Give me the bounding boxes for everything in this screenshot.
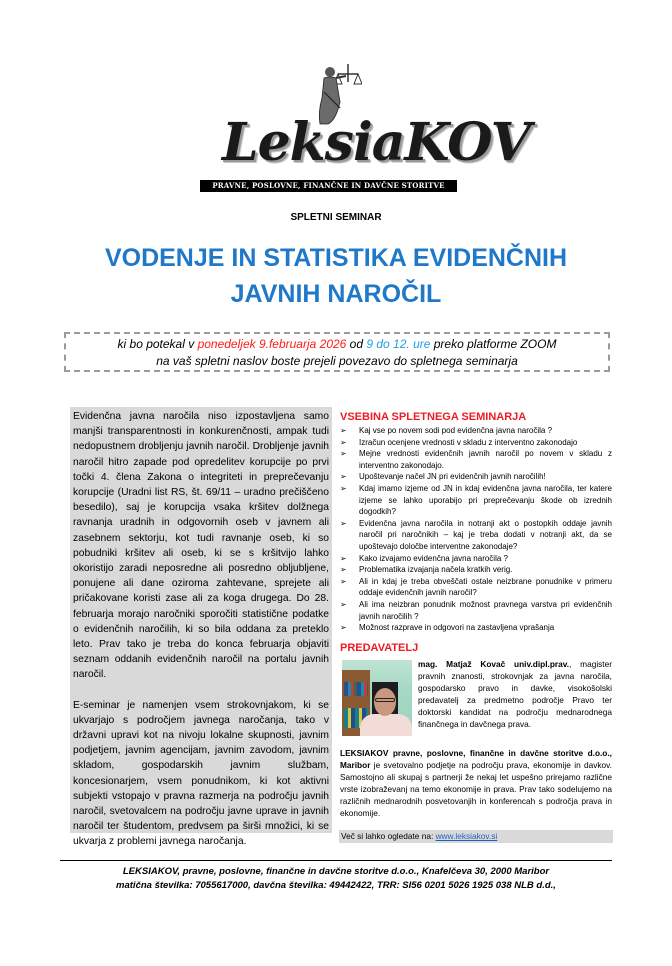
company-text: je svetovalno podjetje na področju prava, ekonomije in davkov. Samostojno ali skupaj s partnerji že nekaj let uspešno prirejamo različne vrste izobraževanj na temo ekonomije in prava. Prav tako sodelujemo na različnih mednarodnih posvetovanjih in konferencah s področja prava in ekonomije. (340, 760, 612, 818)
intro-paragraph-1: Evidenčna javna naročila niso izpostavljena samo manjši transparentnosti in konkurenčnosti, ampak tudi nedopustnem drobljenju javnih naročil. Drobljenje javnih naročil hitro zapade pod opredelitev korupcije po prvi točki 4. člena Zakona o integriteti in preprečevanju korupcije (Uradni list RS, št. 69/11 – uradno prečiščeno besedilo), saj je korupcija vsaka kršitev dolžnega ravnanja uradnih in odgovornih oseb v javnem ali zasebnem sektorju, kot tudi ravnanje oseb, ki so pobudniki kršitev ali oseb, ki se s kršitvijo lahko okoristijo zaradi neposredne ali posredno obljubljene, ponujene ali dane oziroma zahtevane, sprejete ali pričakovane koristi zase ali za koga drugega. Do 28. februarja morajo naročniki sporočiti statistične podatke o evidenčnih naročilih, ki so bila oddana za preteklo leto. Prav tako je treba do konca februarja objaviti seznam oddanih evidenčnih naročil na portalu javnih naročil. (73, 411, 329, 681)
arrow-bullet-icon: ➢ (340, 553, 347, 563)
company-logo (200, 62, 530, 192)
list-item (340, 437, 612, 449)
footer (60, 865, 612, 893)
contents-section (340, 410, 612, 634)
contents-list (340, 425, 612, 634)
photo-books (344, 682, 368, 696)
arrow-bullet-icon: ➢ (340, 472, 347, 482)
schedule-line-2: na vaš spletni naslov boste prejeli povezavo do spletnega seminarja (156, 354, 518, 368)
title-line-2: JAVNIH NAROČIL (230, 280, 442, 308)
schedule-mid: od (346, 337, 367, 351)
schedule-time: 9 do 12. ure (366, 337, 431, 351)
arrow-bullet-icon: ➢ (340, 437, 347, 447)
schedule-box (64, 332, 610, 372)
lecturer-description: , magister pravnih znanosti, strokovnjak za javna naročila, gospodarsko pravo in davke, visokošolski predavatelj za predmetno področje Pravo ter doktorski kandidat na področju mednarodnega finančnega in davčnega prava. (418, 659, 612, 729)
list-item (340, 425, 612, 437)
list-item (340, 576, 612, 599)
page-title (60, 240, 612, 312)
seminar-kicker: SPLETNI SEMINAR (290, 212, 382, 223)
intro-box (70, 407, 332, 848)
arrow-bullet-icon: ➢ (340, 426, 347, 435)
company-description (340, 747, 612, 819)
list-item-text: Možnost razprave in odgovori na zastavljena vprašanja (359, 623, 555, 633)
footer-divider (60, 860, 612, 861)
company-name: LEKSIAKOV pravne, poslovne, finančne in davčne storitve d.o.o., Maribor (340, 748, 612, 770)
intro-paragraph-2: E-seminar je namenjen vsem strokovnjakom, ki se ukvarjajo s področjem javnega naročanja, tako v državni upravi kot na nivoju lokalne skupnosti, javnim podjetjem, javnim agencijam, javnim zavodom, javnim skladom, gospodarskih javnim službam, koncesionarjem, vsem ponudnikom, ki kot aktivni subjekti vstopajo v pravna razmerja na področju javnih naročil, svetovalcem na področju javne uprave in javnih naročil ter študentom, predvsem pa širši množici, ki se ukvarja z problemi javnega naročanja. (73, 699, 329, 848)
lecturer-bio (418, 659, 612, 730)
website-link[interactable]: www.leksiakov.si (435, 831, 498, 841)
more-info-label: Več si lahko ogledate na: (341, 831, 436, 841)
title-line-1: VODENJE IN STATISTIKA EVIDENČNIH (104, 244, 568, 272)
schedule-platform: preko platforme ZOOM (430, 337, 557, 351)
list-item-text: Kdaj imamo izjeme od JN in kdaj evidenčna javna naročila, ter katere izjeme se lahko uporabijo pri preprečevanju škode ob izrednih dogodkih? (359, 483, 612, 517)
list-item-text: Mejne vrednosti evidenčnih javnih naročil po novem v skladu z interventno zakonodajo. (359, 449, 612, 470)
schedule-line-1 (66, 336, 608, 353)
photo-glasses (375, 698, 395, 702)
arrow-bullet-icon: ➢ (340, 483, 347, 493)
logo-wordmark: LeksiaKOV (222, 112, 530, 173)
list-item (340, 553, 612, 565)
schedule-prefix: ki bo potekal v (117, 337, 198, 351)
list-item (340, 518, 612, 553)
list-item (340, 564, 612, 576)
schedule-date: ponedeljek 9.februarja 2026 (197, 337, 347, 351)
list-item-text: Izračun ocenjene vrednosti v skladu z interventno zakonodajo (359, 437, 578, 447)
list-item-text: Upoštevanje načel JN pri evidenčnih javnih naročilih! (359, 472, 546, 482)
photo-shirt (360, 714, 412, 736)
list-item (340, 622, 612, 634)
arrow-bullet-icon: ➢ (340, 599, 347, 609)
list-item-text: Kaj vse po novem sodi pod evidenčna javna naročila ? (359, 426, 553, 435)
arrow-bullet-icon: ➢ (340, 565, 347, 575)
list-item-text: Kako izvajamo evidenčna javna naročila ? (359, 553, 508, 563)
footer-address: LEKSIAKOV, pravne, poslovne, finančne in davčne storitve d.o.o., Knafelčeva 30, 2000 Maribor (122, 866, 550, 877)
footer-registration: matična številka: 7055617000, davčna številka: 49442422, TRR: SI56 0201 5026 1925 038 NLB d.d., (116, 880, 556, 891)
list-item-text: Ali in kdaj je treba obveščati ostale neizbrane ponudnike v primeru oddaje evidenčnih javnih naročil? (359, 576, 612, 598)
logo-tagline: PRAVNE, POSLOVNE, FINANČNE IN DAVČNE STORITVE (200, 180, 457, 192)
list-item-text: Ali ima neizbran ponudnik možnost pravnega varstva pri evidenčnih javnih naročilih ? (359, 599, 612, 621)
list-item (340, 448, 612, 471)
list-item (340, 471, 612, 483)
arrow-bullet-icon: ➢ (340, 449, 347, 459)
lecturer-photo (342, 660, 412, 736)
photo-head (374, 688, 396, 716)
arrow-bullet-icon: ➢ (340, 576, 347, 586)
lecturers-title: PREDAVATELJ (340, 642, 419, 654)
list-item (340, 483, 612, 518)
more-info-bar (339, 830, 613, 843)
list-item-text: Evidenčna javna naročila in notranji akt o postopkih oddaje javnih naročil pri naročnikih – kaj je treba dodati v notranji akt, da se upoštevajo določbe interventne zakonodaje? (359, 518, 612, 551)
lecturer-name: mag. Matjaž Kovač univ.dipl.prav. (418, 659, 570, 669)
contents-title: VSEBINA SPLETNEGA SEMINARJA (340, 411, 527, 423)
list-item-text: Problematika izvajanja načela kratkih verig. (359, 565, 513, 575)
arrow-bullet-icon: ➢ (340, 518, 347, 528)
list-item (340, 599, 612, 622)
arrow-bullet-icon: ➢ (340, 623, 347, 633)
